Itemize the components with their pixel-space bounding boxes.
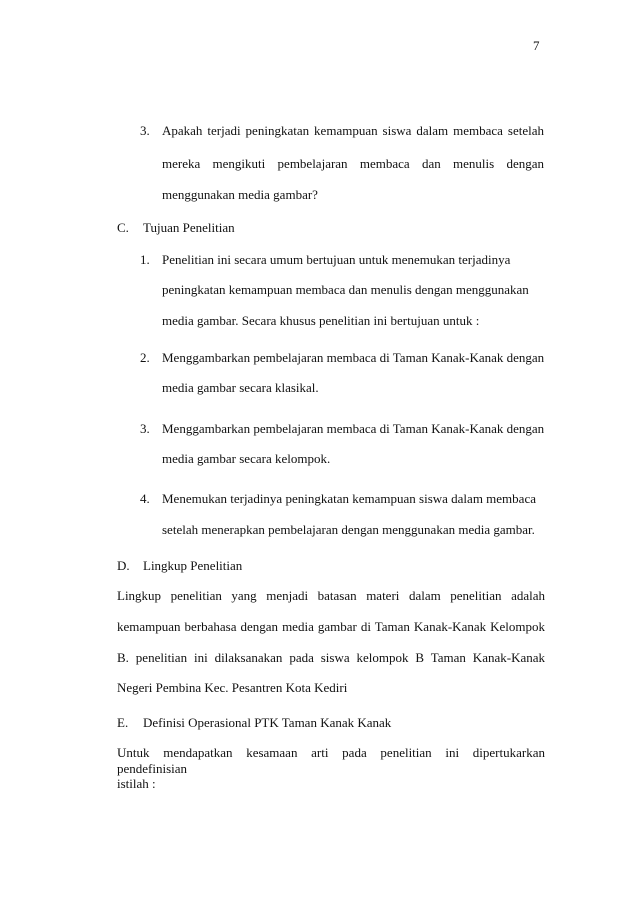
section-heading-e: [117, 715, 391, 731]
paragraph-line: Apakah terjadi peningkatan kemampuan siswa dalam membaca setelah: [162, 123, 544, 138]
paragraph-line: Untuk mendapatkan kesamaan arti pada penelitian ini dipertukarkan pendefinisian: [117, 745, 545, 776]
paragraph-line: kemampuan berbahasa dengan media gambar di Taman Kanak-Kanak Kelompok: [117, 619, 545, 634]
section-heading-d: [117, 558, 242, 574]
paragraph-line: B. penelitian ini dilaksanakan pada siswa kelompok B Taman Kanak-Kanak: [117, 650, 545, 665]
paragraph-line: Menggambarkan pembelajaran membaca di Taman Kanak-Kanak dengan: [162, 350, 545, 365]
section-title: Lingkup Penelitian: [143, 558, 243, 573]
section-title: Definisi Operasional PTK Taman Kanak Kanak: [143, 715, 392, 730]
list-number: 2.: [140, 350, 150, 365]
list-number: 4.: [140, 491, 150, 506]
paragraph-line: mereka mengikuti pembelajaran membaca dan menulis dengan: [162, 156, 544, 171]
paragraph-line: setelah menerapkan pembelajaran dengan menggunakan media gambar.: [162, 522, 535, 537]
page-number: 7: [533, 38, 540, 53]
paragraph-line: istilah :: [117, 776, 156, 791]
list-number: 1.: [140, 252, 150, 267]
list-number: 3.: [140, 123, 150, 138]
paragraph-line: Menggambarkan pembelajaran membaca di Taman Kanak-Kanak dengan: [162, 421, 545, 436]
section-title: Tujuan Penelitian: [143, 220, 235, 235]
paragraph-line: media gambar secara klasikal.: [162, 380, 319, 395]
paragraph-line: Negeri Pembina Kec. Pesantren Kota Kediri: [117, 680, 348, 695]
paragraph-line: Lingkup penelitian yang menjadi batasan materi dalam penelitian adalah: [117, 588, 545, 603]
paragraph-line: media gambar secara kelompok.: [162, 451, 331, 466]
list-number: 3.: [140, 421, 150, 436]
section-letter: C.: [117, 220, 129, 235]
paragraph-line: media gambar. Secara khusus penelitian ini bertujuan untuk :: [162, 313, 480, 328]
paragraph-line: Menemukan terjadinya peningkatan kemampuan siswa dalam membaca: [162, 491, 536, 506]
paragraph-line: peningkatan kemampuan membaca dan menulis dengan menggunakan: [162, 282, 529, 297]
section-letter: D.: [117, 558, 130, 573]
paragraph-line: menggunakan media gambar?: [162, 187, 318, 202]
paragraph-line: Penelitian ini secara umum bertujuan untuk menemukan terjadinya: [162, 252, 511, 267]
section-heading-c: [117, 220, 235, 236]
section-letter: E.: [117, 715, 129, 730]
